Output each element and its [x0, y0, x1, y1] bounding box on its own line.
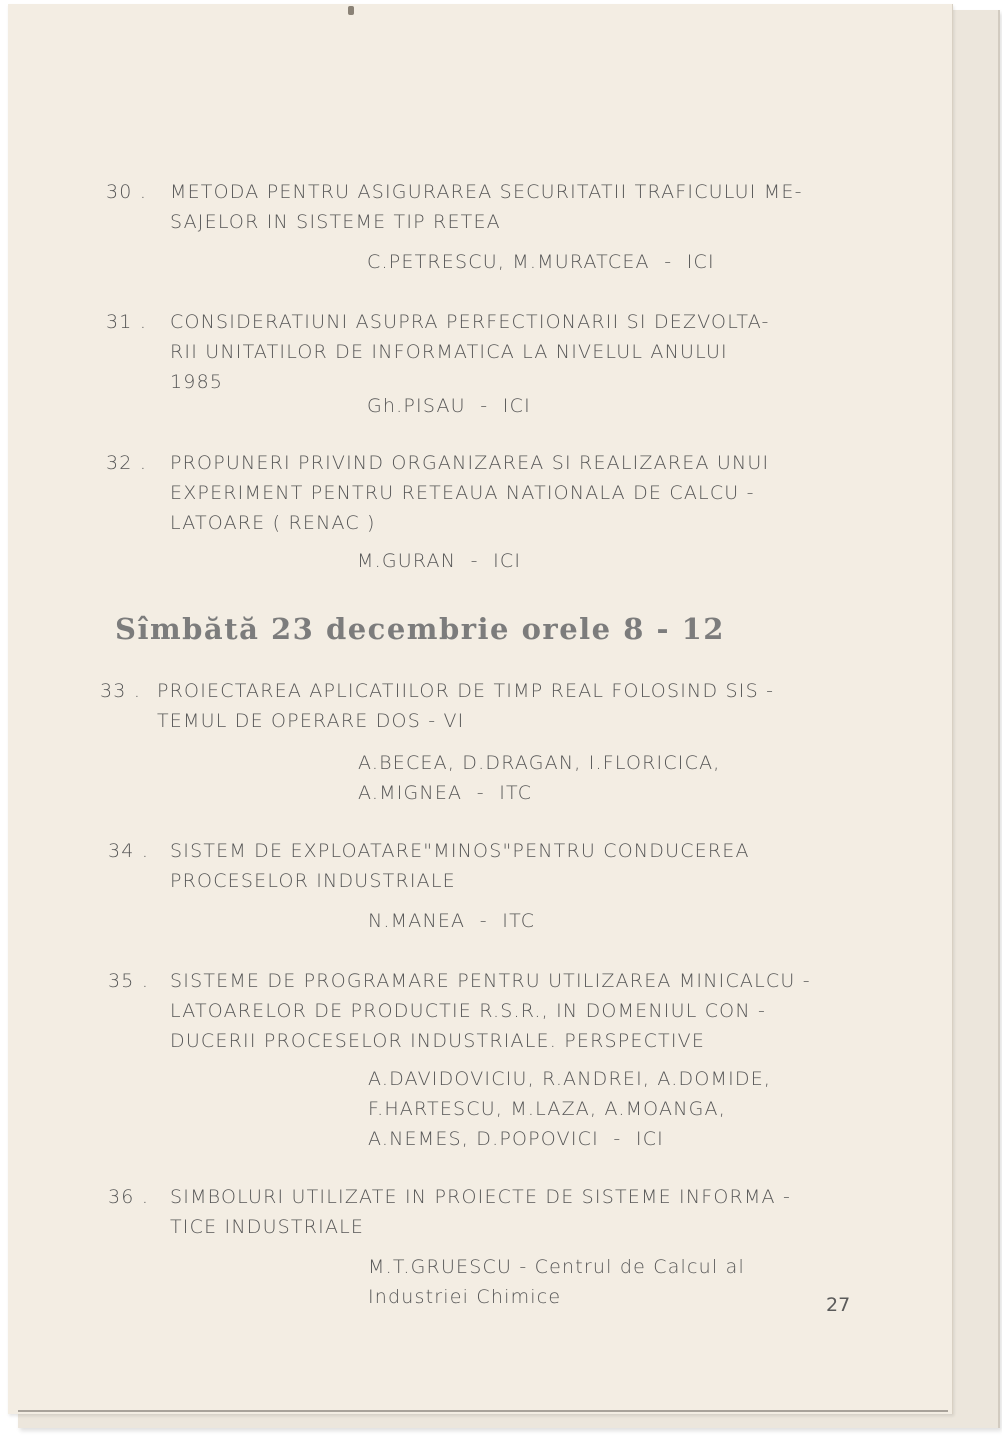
entry-title: PROPUNERI PRIVIND ORGANIZAREA SI REALIZAREA UNUI EXPERIMENT PENTRU RETEAUA NATIONALA DE CALCU - LATOARE ( RENAC ): [170, 452, 770, 534]
entry-number: 36 .: [108, 1186, 150, 1208]
entry-title: PROIECTAREA APLICATIILOR DE TIMP REAL FOLOSIND SIS - TEMUL DE OPERARE DOS - VI: [157, 680, 775, 732]
entry-number: 32 .: [106, 452, 148, 474]
section-heading: Sîmbătă 23 decembrie orele 8 - 12: [115, 612, 725, 646]
entry-authors: M.GURAN - ICI: [357, 550, 522, 572]
entry-number: 35 .: [108, 970, 150, 992]
entry-number: 33 .: [100, 680, 142, 702]
entry-title: SISTEM DE EXPLOATARE"MINOS"PENTRU CONDUCEREA PROCESELOR INDUSTRIALE: [170, 840, 750, 892]
entry-authors: A.BECEA, D.DRAGAN, I.FLORICICA, A.MIGNEA - ITC: [358, 752, 721, 804]
entry-number: 34 .: [108, 840, 150, 862]
entry-number: 30 .: [106, 181, 148, 203]
page-bottom-edge: [18, 1410, 948, 1412]
entry-authors: Gh.PISAU - ICI: [367, 395, 531, 417]
entry-title: CONSIDERATIUNI ASUPRA PERFECTIONARII SI DEZVOLTA- RII UNITATILOR DE INFORMATICA LA NIVELUL ANULUI 1985: [170, 311, 770, 393]
entry-authors: N.MANEA - ITC: [368, 910, 536, 932]
entry-authors: M.T.GRUESCU - Centrul de Calcul al Industriei Chimice: [368, 1256, 745, 1308]
entry-title: SIMBOLURI UTILIZATE IN PROIECTE DE SISTEME INFORMA - TICE INDUSTRIALE: [170, 1186, 792, 1238]
entry-title: SISTEME DE PROGRAMARE PENTRU UTILIZAREA MINICALCU - LATOARELOR DE PRODUCTIE R.S.R., IN DOMENIUL CON - DUCERII PROCESELOR INDUSTRIALE. PERSPECTIVE: [170, 970, 811, 1052]
entry-title: METODA PENTRU ASIGURAREA SECURITATII TRAFICULUI ME- SAJELOR IN SISTEME TIP RETEA: [170, 181, 803, 233]
entry-number: 31 .: [106, 311, 148, 333]
page-number: 27: [826, 1294, 851, 1316]
print-speck: [348, 6, 354, 15]
entry-authors: C.PETRESCU, M.MURATCEA - ICI: [367, 251, 715, 273]
entry-authors: A.DAVIDOVICIU, R.ANDREI, A.DOMIDE, F.HARTESCU, M.LAZA, A.MOANGA, A.NEMES, D.POPOVICI - ICI: [368, 1068, 772, 1150]
